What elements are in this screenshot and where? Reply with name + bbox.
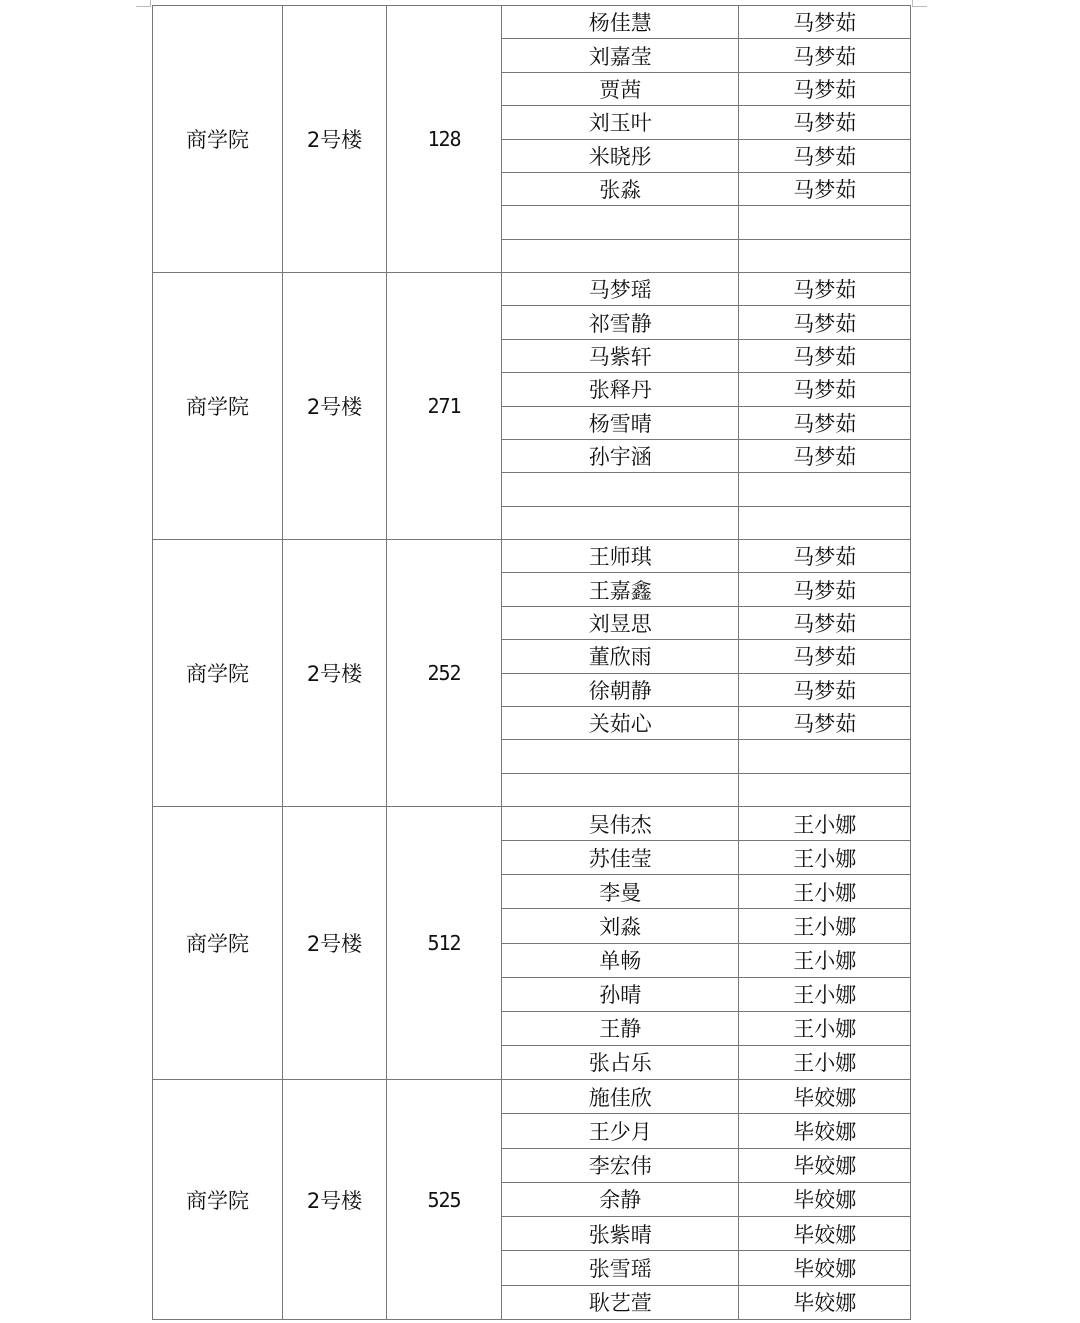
table-row [502,1080,911,1114]
building-cell: 2号楼 [283,807,387,1079]
student-name-cell [502,774,739,806]
student-name-cell: 耿艺萱 [502,1286,739,1319]
student-name-cell: 刘淼 [502,909,739,942]
table-row [502,106,911,139]
room-group [153,540,911,807]
student-name-cell: 王少月 [502,1114,739,1147]
teacher-name-cell: 王小娜 [739,978,911,1011]
student-name-cell: 刘玉叶 [502,106,739,138]
table-row [502,1012,911,1046]
teacher-name-cell: 马梦茹 [739,39,911,71]
table-row [502,573,911,606]
room-number-cell: 271 [387,273,502,539]
teacher-name-cell: 马梦茹 [739,173,911,205]
building-cell: 2号楼 [283,273,387,539]
student-name-cell [502,507,739,539]
student-name-cell: 张释丹 [502,373,739,405]
teacher-name-cell: 王小娜 [739,841,911,874]
table-row [502,240,911,272]
table-row [502,6,911,39]
teacher-name-cell: 王小娜 [739,1046,911,1079]
table-row [502,807,911,841]
teacher-name-cell [739,740,911,772]
dormitory-table [152,5,911,1320]
college-cell: 商学院 [153,6,283,272]
table-row [502,140,911,173]
student-rows [502,1080,911,1319]
room-group [153,6,911,273]
college-cell: 商学院 [153,540,283,806]
table-row [502,978,911,1012]
teacher-name-cell: 马梦茹 [739,573,911,605]
table-row [502,944,911,978]
teacher-name-cell: 马梦茹 [739,6,911,38]
room-number-cell: 512 [387,807,502,1079]
teacher-name-cell: 王小娜 [739,807,911,840]
teacher-name-cell [739,473,911,505]
student-rows [502,807,911,1079]
teacher-name-cell: 马梦茹 [739,73,911,105]
teacher-name-cell: 马梦茹 [739,273,911,305]
student-name-cell: 马梦瑶 [502,273,739,305]
table-row [502,909,911,943]
teacher-name-cell: 王小娜 [739,909,911,942]
table-row [502,540,911,573]
crop-mark-right [912,0,927,7]
table-row [502,173,911,206]
teacher-name-cell: 马梦茹 [739,306,911,338]
student-name-cell: 王静 [502,1012,739,1045]
student-name-cell [502,206,739,238]
table-row [502,473,911,506]
table-row [502,407,911,440]
table-row [502,607,911,640]
student-name-cell [502,473,739,505]
teacher-name-cell [739,507,911,539]
student-name-cell: 祁雪静 [502,306,739,338]
table-row [502,273,911,306]
student-name-cell: 张紫晴 [502,1217,739,1250]
building-cell: 2号楼 [283,540,387,806]
student-rows [502,6,911,272]
teacher-name-cell: 马梦茹 [739,607,911,639]
building-cell: 2号楼 [283,6,387,272]
table-row [502,774,911,806]
teacher-name-cell: 马梦茹 [739,440,911,472]
table-row [502,740,911,773]
table-row [502,674,911,707]
student-name-cell: 董欣雨 [502,640,739,672]
table-row [502,1046,911,1079]
table-row [502,306,911,339]
college-cell: 商学院 [153,273,283,539]
teacher-name-cell: 毕姣娜 [739,1183,911,1216]
teacher-name-cell: 毕姣娜 [739,1217,911,1250]
student-name-cell: 张雪瑶 [502,1251,739,1284]
table-row [502,640,911,673]
room-number-cell: 252 [387,540,502,806]
student-rows [502,273,911,539]
teacher-name-cell: 马梦茹 [739,407,911,439]
student-name-cell: 施佳欣 [502,1080,739,1113]
teacher-name-cell: 马梦茹 [739,674,911,706]
table-row [502,373,911,406]
student-name-cell: 杨雪晴 [502,407,739,439]
student-name-cell: 刘昱思 [502,607,739,639]
teacher-name-cell: 马梦茹 [739,106,911,138]
table-row [502,707,911,740]
student-name-cell: 贾茜 [502,73,739,105]
teacher-name-cell: 毕姣娜 [739,1149,911,1182]
student-name-cell [502,240,739,272]
room-number-cell: 525 [387,1080,502,1319]
student-name-cell: 徐朝静 [502,674,739,706]
student-name-cell: 杨佳慧 [502,6,739,38]
teacher-name-cell [739,206,911,238]
student-name-cell: 单畅 [502,944,739,977]
table-row [502,841,911,875]
table-row [502,875,911,909]
table-row [502,1183,911,1217]
table-row [502,1149,911,1183]
teacher-name-cell: 毕姣娜 [739,1251,911,1284]
student-name-cell: 关茹心 [502,707,739,739]
student-name-cell: 张淼 [502,173,739,205]
student-name-cell: 张占乐 [502,1046,739,1079]
table-row [502,1251,911,1285]
teacher-name-cell: 马梦茹 [739,707,911,739]
room-group [153,807,911,1080]
student-name-cell: 王嘉鑫 [502,573,739,605]
student-name-cell: 米晓彤 [502,140,739,172]
student-name-cell: 余静 [502,1183,739,1216]
table-row [502,73,911,106]
student-name-cell: 孙宇涵 [502,440,739,472]
building-cell: 2号楼 [283,1080,387,1319]
student-name-cell: 苏佳莹 [502,841,739,874]
teacher-name-cell: 马梦茹 [739,640,911,672]
teacher-name-cell: 王小娜 [739,1012,911,1045]
table-row [502,1114,911,1148]
student-rows [502,540,911,806]
table-row [502,206,911,239]
student-name-cell: 刘嘉莹 [502,39,739,71]
room-number-cell: 128 [387,6,502,272]
teacher-name-cell [739,240,911,272]
crop-mark-left [136,0,151,7]
student-name-cell: 孙晴 [502,978,739,1011]
student-name-cell: 李曼 [502,875,739,908]
table-row [502,340,911,373]
student-name-cell: 吴伟杰 [502,807,739,840]
teacher-name-cell: 王小娜 [739,875,911,908]
table-row [502,39,911,72]
teacher-name-cell: 马梦茹 [739,373,911,405]
student-name-cell: 王师琪 [502,540,739,572]
teacher-name-cell: 马梦茹 [739,140,911,172]
room-group [153,273,911,540]
teacher-name-cell: 毕姣娜 [739,1114,911,1147]
college-cell: 商学院 [153,1080,283,1319]
teacher-name-cell: 毕姣娜 [739,1286,911,1319]
teacher-name-cell: 马梦茹 [739,340,911,372]
college-cell: 商学院 [153,807,283,1079]
teacher-name-cell: 毕姣娜 [739,1080,911,1113]
table-row [502,440,911,473]
teacher-name-cell: 马梦茹 [739,540,911,572]
teacher-name-cell [739,774,911,806]
student-name-cell: 李宏伟 [502,1149,739,1182]
teacher-name-cell: 王小娜 [739,944,911,977]
table-row [502,507,911,539]
table-row [502,1286,911,1319]
table-row [502,1217,911,1251]
student-name-cell [502,740,739,772]
student-name-cell: 马紫轩 [502,340,739,372]
room-group [153,1080,911,1320]
